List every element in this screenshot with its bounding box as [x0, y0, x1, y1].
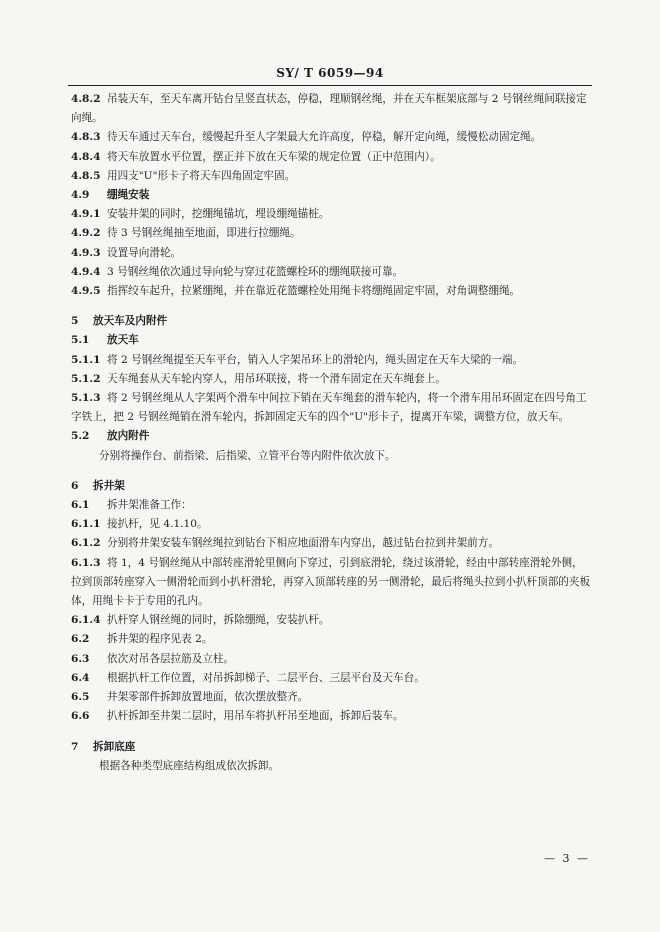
clause-paragraph	[71, 224, 591, 243]
clause-text: 拆卸底座	[93, 740, 136, 753]
section-heading	[71, 738, 591, 757]
clause-text: 用四支"U"形卡子将天车四角固定牢固。	[107, 169, 296, 182]
clause-number: 5.1.3	[71, 392, 101, 405]
clause-paragraph	[71, 630, 591, 649]
clause-text: 待 3 号钢丝绳抽至地面，即进行拉绷绳。	[107, 227, 301, 240]
clause-paragraph	[71, 205, 591, 224]
clause-number: 4.9	[71, 189, 90, 202]
clause-text: 3 号钢丝绳依次通过导向轮与穿过花篮螺栓环的绷绳联接可靠。	[107, 265, 404, 278]
clause-text: 安装井架的同时，挖绷绳锚坑，埋设绷绳锚桩。	[107, 208, 330, 221]
clause-paragraph	[71, 515, 591, 534]
clause-paragraph	[71, 650, 591, 669]
clause-number: 5.1.2	[71, 372, 101, 385]
clause-paragraph	[71, 167, 591, 186]
clause-paragraph	[71, 496, 591, 515]
subsection-heading	[71, 331, 591, 350]
section-heading	[71, 477, 591, 496]
clause-text: 绷绳安装	[107, 189, 150, 202]
section-heading	[71, 312, 591, 331]
clause-text: 待天车通过天车台，缓慢起升至人字架最大允许高度，停稳，解开定向绳，缓慢松动固定绳。	[107, 131, 542, 144]
clause-text: 放天车	[107, 334, 139, 347]
clause-paragraph	[71, 554, 591, 612]
clause-text: 将 2 号钢丝绳提至天车平台，销入人字架吊环上的滑轮内，绳头固定在天车大梁的一端。	[107, 353, 524, 366]
clause-number: 6.1.2	[71, 537, 101, 550]
clause-number: 5.1.1	[71, 353, 101, 366]
clause-text: 根据各种类型底座结构组成依次拆卸。	[99, 759, 280, 772]
clause-text: 井架零部件拆卸放置地面，依次摆放整齐。	[107, 691, 309, 704]
clause-text: 放天车及内附件	[93, 315, 168, 328]
clause-text: 扒杆穿人钢丝绳的同时，拆除绷绳，安装扒杆。	[107, 614, 330, 627]
clause-number: 6.1.3	[71, 556, 101, 569]
clause-number: 6.5	[71, 691, 90, 704]
clause-text: 扒杆拆卸至井架二层时，用吊车将扒杆吊至地面，拆卸后装车。	[107, 710, 404, 723]
section-gap	[71, 466, 591, 477]
clause-number: 5.1	[71, 334, 90, 347]
clause-paragraph	[71, 263, 591, 282]
clause-text: 放内附件	[107, 430, 150, 443]
clause-number: 6.1.1	[71, 518, 101, 531]
clause-text: 根据扒杆工作位置，对吊拆卸梯子、二层平台、三层平台及天车台。	[107, 671, 425, 684]
clause-number: 4.9.3	[71, 246, 101, 259]
clause-paragraph	[71, 389, 591, 427]
clause-number: 4.9.4	[71, 265, 101, 278]
clause-paragraph	[71, 534, 591, 553]
clause-number: 6.3	[71, 652, 90, 665]
clause-text: 将 2 号钢丝绳从人字架两个滑车中间拉下销在天车绳套的滑车轮内，将一个滑车用吊环固定在四号角工字铁上，把 2 号钢丝绳销在滑车轮内，拆卸固定天车的四个"U"形卡子，提离开车梁，调整方位，放天车。	[71, 392, 587, 424]
clause-number: 4.8.2	[71, 93, 101, 105]
clause-number: 6.1	[71, 499, 90, 512]
clause-text: 吊装天车，至天车离开钻台呈竖直状态，停稳，理顺钢丝绳，并在天车框架底部与 2 号钢丝绳间联接定向绳。	[71, 93, 587, 125]
clause-text: 将天车放置水平位置，摆正并下放在天车梁的规定位置（正中范围内）。	[107, 150, 441, 163]
clause-paragraph	[71, 688, 591, 707]
clause-paragraph	[71, 370, 591, 389]
clause-paragraph	[71, 282, 591, 301]
clause-number: 4.9.5	[71, 285, 101, 298]
indented-paragraph	[71, 447, 591, 466]
clause-number: 4.8.3	[71, 131, 101, 144]
clause-number: 6	[71, 479, 79, 492]
clause-number: 4.9.1	[71, 208, 101, 221]
clause-number: 4.8.4	[71, 150, 101, 163]
clause-number: 4.8.5	[71, 169, 101, 182]
clause-number: 7	[71, 740, 79, 753]
clause-text: 指挥绞车起升，拉紧绷绳，并在靠近花篮螺栓处用绳卡将绷绳固定牢固，对角调整绷绳。	[107, 285, 521, 298]
subsection-heading	[71, 427, 591, 446]
indented-paragraph	[71, 757, 591, 776]
page-number: — 3 —	[544, 852, 590, 865]
clause-paragraph	[71, 707, 591, 726]
clause-text: 接扒杆，见 4.1.10。	[107, 518, 208, 531]
clause-number: 6.6	[71, 710, 90, 723]
section-gap	[71, 301, 591, 312]
header-rule	[68, 85, 592, 86]
clause-paragraph	[71, 351, 591, 370]
clause-number: 4.9.2	[71, 227, 101, 240]
clause-number: 6.2	[71, 633, 90, 646]
clause-number: 6.4	[71, 671, 90, 684]
clause-text: 分别将井架安装车钢丝绳拉到钻台下相应地面滑车内穿出，越过钻台拉到井架前方。	[107, 537, 499, 550]
clause-text: 将 1，4 号钢丝绳从中部转座滑轮里侧向下穿过，引到底滑轮，绕过该滑轮，经由中部转座滑轮外侧，拉到顶部转座穿入一侧滑轮而到小扒杆滑轮，再穿入顶部转座的另一侧滑轮，最后将绳头拉到小扒杆顶部的夹板体，用绳卡卡于专用的孔内。	[71, 556, 591, 608]
clause-paragraph	[71, 611, 591, 630]
clause-number: 5.2	[71, 430, 90, 443]
clause-text: 拆井架	[93, 479, 125, 492]
clause-number: 5	[71, 315, 79, 328]
clause-paragraph	[71, 148, 591, 167]
clause-text: 天车绳套从天车轮内穿人，用吊环联接，将一个滑车固定在天车绳套上。	[107, 372, 446, 385]
clause-text: 拆井架的程序见表 2。	[107, 633, 213, 646]
document-header-code: SY/ T 6059—94	[276, 66, 384, 80]
clause-paragraph	[71, 244, 591, 263]
clause-paragraph	[71, 90, 591, 128]
clause-text: 设置导向滑轮。	[107, 246, 182, 259]
clause-paragraph	[71, 128, 591, 147]
subsection-heading	[71, 186, 591, 205]
clause-text: 拆井架准备工作：	[107, 499, 192, 512]
clause-paragraph	[71, 669, 591, 688]
clause-text: 分别将操作台、前指梁、后指梁、立管平台等内附件依次放下。	[99, 449, 396, 462]
document-body	[71, 90, 591, 776]
section-gap	[71, 727, 591, 738]
clause-number: 6.1.4	[71, 614, 101, 627]
clause-text: 依次对吊各层拉筋及立柱。	[107, 652, 235, 665]
